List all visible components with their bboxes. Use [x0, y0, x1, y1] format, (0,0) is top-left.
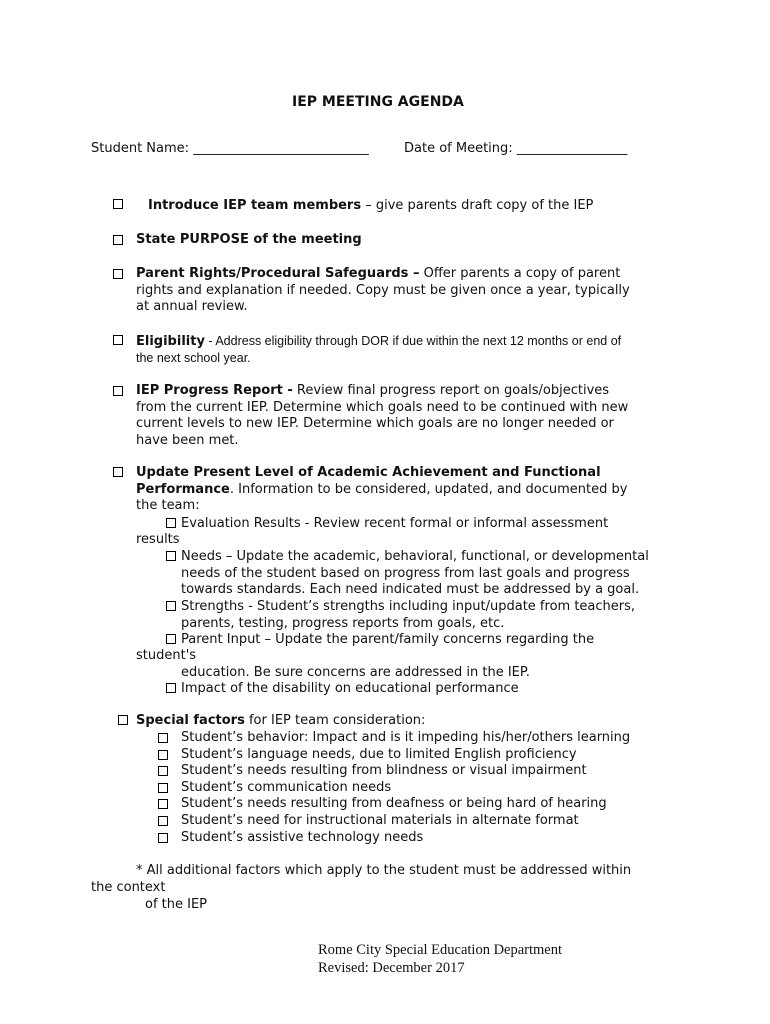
item-eligibility-bold: Eligibility [136, 334, 205, 349]
sub-needs-line-2: needs of the student based on progress from last goals and progress [181, 565, 630, 581]
special-factor-label: Student’s behavior: Impact and is it impeding his/her/others learning [181, 730, 631, 745]
sub-parent-input-cont-1: student's [136, 648, 197, 663]
special-factor-label: Student’s needs resulting from deafness or being hard of hearing [181, 796, 607, 812]
item-progress-line-1: Review final progress report on goals/objectives [292, 383, 610, 398]
student-name-label: Student Name: [91, 141, 190, 156]
note-line-2: the context [91, 880, 166, 895]
item-rights-line-3: at annual review. [136, 299, 248, 314]
special-factor-label: Student’s assistive technology needs [181, 829, 424, 845]
sub-evaluation-results-cont: results [136, 532, 180, 547]
checkbox-strengths[interactable] [166, 601, 176, 611]
item-present-level-bold-2: Performance [136, 481, 230, 497]
sub-needs-line-3: towards standards. Each need indicated must be addressed by a goal. [181, 582, 640, 597]
item-rights-bold: Parent Rights/Procedural Safeguards – [136, 266, 420, 281]
sub-evaluation-results: Evaluation Results - Review recent formal or informal assessment [181, 516, 609, 531]
item-progress-line-4: have been met. [136, 432, 239, 448]
item-introduce-text: – give parents draft copy of the IEP [361, 198, 594, 213]
item-purpose [136, 232, 362, 247]
note-line-1: * All additional factors which apply to the student must be addressed within [136, 863, 632, 878]
footer-department: Rome City Special Education Department [318, 942, 563, 958]
date-blank[interactable]: _________________ [516, 141, 628, 156]
checkbox-eligibility[interactable] [113, 335, 123, 345]
sub-impact: Impact of the disability on educational performance [181, 681, 519, 696]
checkbox-rights[interactable] [113, 269, 123, 279]
checkbox-special-factor[interactable] [158, 733, 168, 743]
checkbox-present-level[interactable] [113, 467, 123, 477]
item-progress-report [136, 383, 628, 449]
item-rights-line-2: rights and explanation if needed. Copy must be given once a year, typically [136, 282, 630, 298]
item-introduce-bold: Introduce IEP team members [148, 198, 362, 213]
checkbox-special-factor[interactable] [158, 816, 168, 826]
checkbox-special-factor[interactable] [158, 833, 168, 843]
item-special-factors-bold: Special factors [136, 713, 245, 728]
sub-needs-line-1: Needs – Update the academic, behavioral, functional, or developmental [181, 549, 649, 564]
checkbox-progress-report[interactable] [113, 386, 123, 396]
date-of-meeting-field [404, 141, 627, 156]
checkbox-evaluation-results[interactable] [166, 518, 176, 528]
item-present-level-line-2: . Information to be considered, updated, and documented by [229, 481, 628, 497]
checkbox-special-factor[interactable] [158, 750, 168, 760]
special-factor-label: Student’s need for instructional materials in alternate format [181, 812, 579, 828]
special-factor-label: Student’s communication needs [181, 779, 392, 795]
item-eligibility-line-1: - Address eligibility through DOR if due within the next 12 months or end of [204, 334, 622, 348]
student-name-blank[interactable]: ___________________________ [193, 141, 369, 156]
item-progress-bold: IEP Progress Report - [136, 383, 293, 398]
note-line-3: of the IEP [145, 897, 208, 912]
item-special-factors [136, 713, 425, 728]
checkbox-special-factor[interactable] [158, 766, 168, 776]
sub-parent-input: Parent Input – Update the parent/family concerns regarding the [181, 632, 595, 647]
item-present-level [136, 465, 627, 515]
sub-strengths [181, 599, 635, 632]
sub-strengths-line-2: parents, testing, progress reports from goals, etc. [181, 615, 505, 631]
checkbox-needs[interactable] [166, 551, 176, 561]
item-purpose-bold: State PURPOSE of the meeting [136, 232, 362, 247]
item-progress-line-2: from the current IEP. Determine which goals need to be continued with new [136, 399, 629, 415]
sub-needs [181, 549, 649, 599]
checkbox-purpose[interactable] [113, 235, 123, 245]
item-rights [136, 266, 630, 316]
sub-parent-input-cont-2: education. Be sure concerns are addressed in the IEP. [181, 665, 530, 680]
item-rights-line-1: Offer parents a copy of parent [419, 266, 621, 281]
checkbox-parent-input[interactable] [166, 634, 176, 644]
checkbox-special-factor[interactable] [158, 799, 168, 809]
item-eligibility [136, 333, 621, 366]
checkbox-special-factors[interactable] [118, 715, 128, 725]
item-special-factors-text: for IEP team consideration: [244, 713, 426, 728]
checkbox-special-factor[interactable] [158, 783, 168, 793]
sub-strengths-line-1: Strengths - Student’s strengths including input/update from teachers, [181, 599, 636, 614]
checkbox-impact[interactable] [166, 683, 176, 693]
page-title: IEP MEETING AGENDA [292, 94, 464, 110]
footer-revised: Revised: December 2017 [318, 960, 465, 976]
special-factor-label: Student’s language needs, due to limited English proficiency [181, 746, 577, 762]
special-factor-label: Student’s needs resulting from blindness or visual impairment [181, 763, 587, 779]
student-name-field [91, 141, 369, 156]
item-eligibility-line-2: the next school year. [136, 350, 251, 365]
checkbox-introduce[interactable] [113, 199, 123, 209]
item-introduce [148, 198, 593, 213]
date-label: Date of Meeting: [404, 141, 513, 156]
item-progress-line-3: current levels to new IEP. Determine which goals are no longer needed or [136, 416, 614, 431]
item-present-level-bold-1: Update Present Level of Academic Achievement and Functional [136, 465, 601, 480]
item-present-level-line-3: the team: [136, 498, 200, 513]
